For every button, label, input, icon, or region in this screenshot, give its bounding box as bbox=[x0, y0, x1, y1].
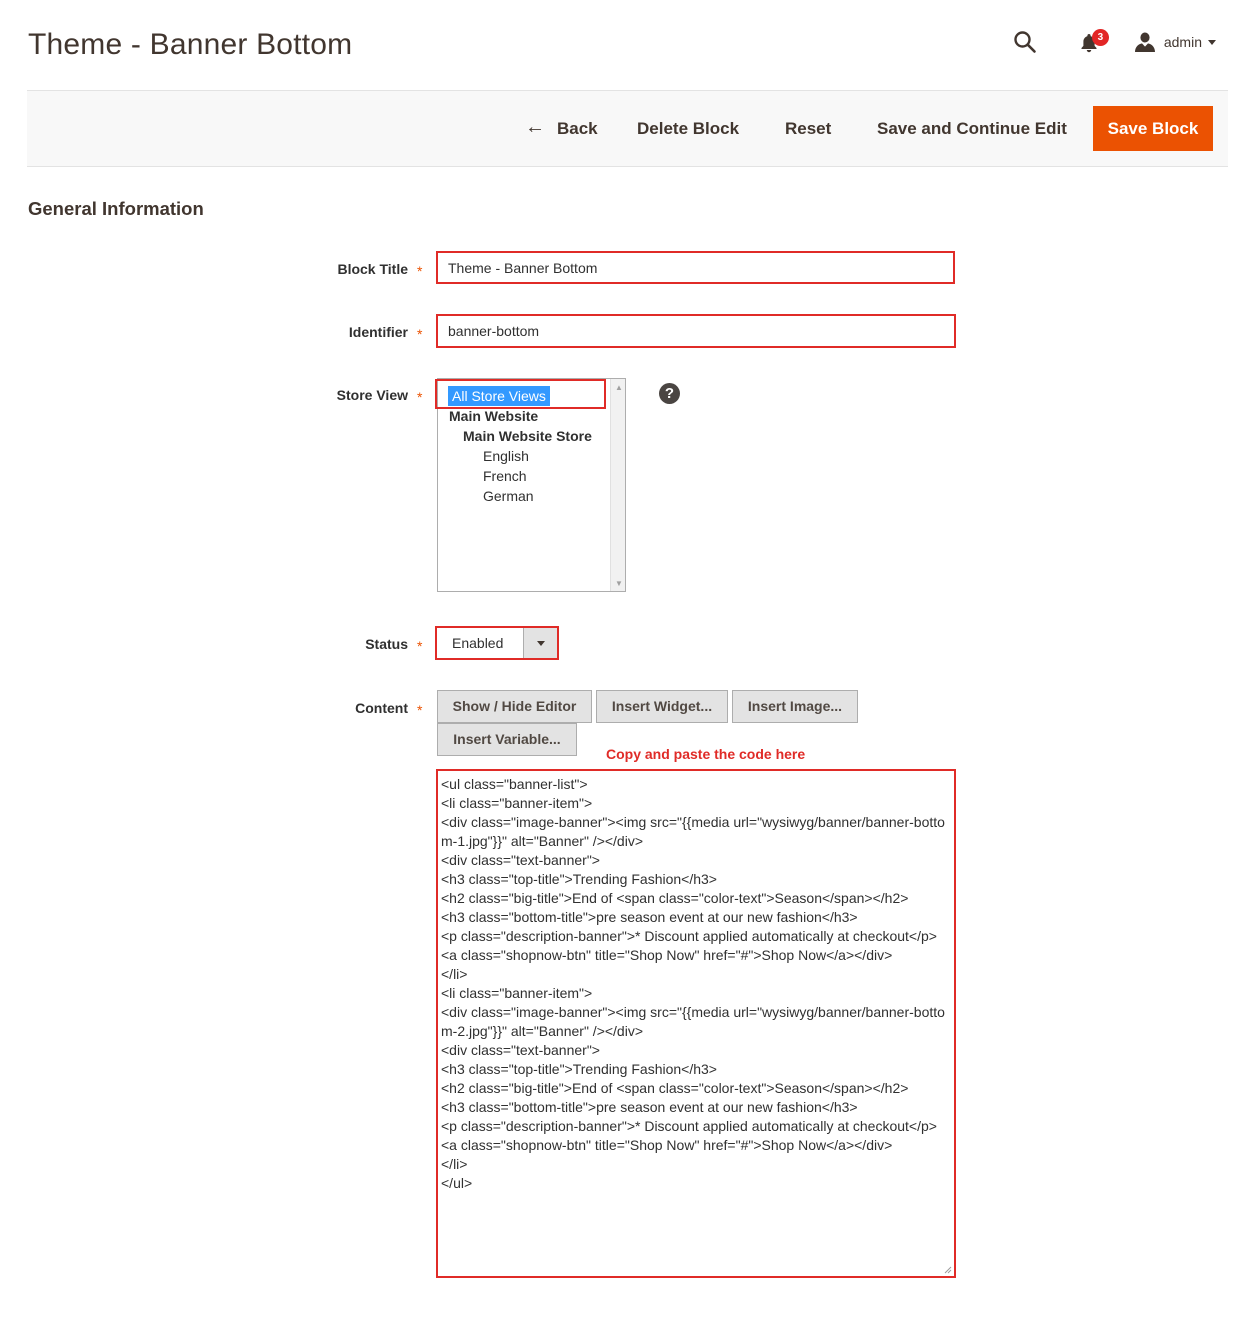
identifier-label: Identifier bbox=[348, 324, 408, 340]
status-label: Status bbox=[365, 636, 408, 652]
page-actions-bar bbox=[27, 90, 1228, 167]
store-view-highlight bbox=[435, 379, 606, 409]
content-code bbox=[441, 775, 946, 1193]
resize-handle-icon[interactable] bbox=[943, 1265, 952, 1274]
content-textarea[interactable] bbox=[436, 769, 956, 1278]
content-label: Content bbox=[355, 700, 408, 716]
content-line: <div class="text-banner"> bbox=[441, 1042, 600, 1058]
chevron-down-icon bbox=[1208, 40, 1216, 45]
content-line: <p class="description-banner">* Discount applied automatically at checkout</p> bbox=[441, 1118, 937, 1134]
required-marker: * bbox=[417, 702, 423, 718]
insert-image-button[interactable]: Insert Image... bbox=[732, 690, 858, 723]
store-view-option-german[interactable]: German bbox=[483, 488, 534, 504]
content-line: <div class="text-banner"> bbox=[441, 852, 600, 868]
content-line: <li class="banner-item"> bbox=[441, 985, 593, 1001]
search-button[interactable] bbox=[1010, 27, 1040, 57]
header-actions bbox=[1010, 26, 1216, 58]
store-view-option-french[interactable]: French bbox=[483, 468, 527, 484]
store-view-option-all[interactable]: All Store Views bbox=[448, 386, 550, 406]
content-line: <h3 class="bottom-title">pre season event at our new fashion</h3> bbox=[441, 1099, 858, 1115]
insert-variable-button[interactable]: Insert Variable... bbox=[437, 723, 577, 756]
scroll-up-icon[interactable]: ▲ bbox=[615, 383, 623, 392]
arrow-left-icon: ← bbox=[525, 116, 545, 138]
user-icon bbox=[1134, 32, 1156, 52]
user-menu-button[interactable] bbox=[1134, 32, 1216, 52]
status-selected-value: Enabled bbox=[452, 635, 504, 651]
required-marker: * bbox=[417, 326, 423, 342]
multiselect-scrollbar[interactable] bbox=[610, 379, 625, 591]
help-icon[interactable]: ? bbox=[659, 383, 680, 404]
content-line: <h3 class="top-title">Trending Fashion</h3> bbox=[441, 1061, 717, 1077]
back-button-label: Back bbox=[557, 119, 598, 138]
notifications-button[interactable] bbox=[1076, 27, 1106, 57]
content-line: <li class="banner-item"> bbox=[441, 795, 593, 811]
content-line: <ul class="banner-list"> bbox=[441, 776, 588, 792]
status-dropdown-toggle[interactable] bbox=[523, 628, 557, 658]
insert-widget-button[interactable]: Insert Widget... bbox=[596, 690, 728, 723]
content-line: <p class="description-banner">* Discount applied automatically at checkout</p> bbox=[441, 928, 937, 944]
store-view-option-main-website: Main Website bbox=[449, 408, 539, 424]
notifications-count-badge: 3 bbox=[1092, 29, 1109, 46]
annotation-hint: Copy and paste the code here bbox=[606, 746, 806, 762]
delete-block-button[interactable]: Delete Block bbox=[637, 119, 740, 138]
content-line: <div class="image-banner"><img src="{{media url="wysiwyg/banner/banner-bottom-1.jpg"}}" alt="Banner" /></div> bbox=[441, 814, 945, 849]
back-button[interactable] bbox=[511, 106, 612, 151]
content-line: <a class="shopnow-btn" title="Shop Now" href="#">Shop Now</a></div> bbox=[441, 947, 893, 963]
content-line: </ul> bbox=[441, 1175, 473, 1191]
block-title-input[interactable]: Theme - Banner Bottom bbox=[436, 251, 955, 284]
store-view-multiselect[interactable] bbox=[437, 378, 626, 592]
content-line: </li> bbox=[441, 1156, 468, 1172]
block-title-label: Block Title bbox=[337, 261, 408, 277]
status-select[interactable] bbox=[435, 626, 559, 660]
content-line: <h3 class="top-title">Trending Fashion</h3> bbox=[441, 871, 717, 887]
caret-down-icon bbox=[537, 641, 545, 646]
required-marker: * bbox=[417, 389, 423, 405]
user-name: admin bbox=[1163, 34, 1202, 50]
scroll-down-icon[interactable]: ▼ bbox=[615, 579, 623, 588]
content-line: <a class="shopnow-btn" title="Shop Now" href="#">Shop Now</a></div> bbox=[441, 1137, 893, 1153]
content-line: <div class="image-banner"><img src="{{media url="wysiwyg/banner/banner-bottom-2.jpg"}}" alt="Banner" /></div> bbox=[441, 1004, 945, 1039]
store-view-option-english[interactable]: English bbox=[483, 448, 529, 464]
required-marker: * bbox=[417, 638, 423, 654]
content-line: <h2 class="big-title">End of <span class="color-text">Season</span></h2> bbox=[441, 1080, 909, 1096]
save-and-continue-button[interactable]: Save and Continue Edit bbox=[877, 119, 1067, 138]
show-hide-editor-button[interactable]: Show / Hide Editor bbox=[437, 690, 592, 723]
store-view-label: Store View bbox=[336, 387, 408, 403]
store-view-option-main-website-store: Main Website Store bbox=[463, 428, 592, 444]
save-block-button[interactable]: Save Block bbox=[1093, 106, 1213, 151]
identifier-input[interactable]: banner-bottom bbox=[436, 314, 956, 348]
content-line: </li> bbox=[441, 966, 468, 982]
search-icon bbox=[1013, 30, 1037, 54]
section-title: General Information bbox=[28, 198, 204, 219]
content-line: <h2 class="big-title">End of <span class="color-text">Season</span></h2> bbox=[441, 890, 909, 906]
required-marker: * bbox=[417, 263, 423, 279]
page-title: Theme - Banner Bottom bbox=[28, 28, 353, 61]
reset-button[interactable]: Reset bbox=[785, 119, 832, 138]
content-line: <h3 class="bottom-title">pre season event at our new fashion</h3> bbox=[441, 909, 858, 925]
